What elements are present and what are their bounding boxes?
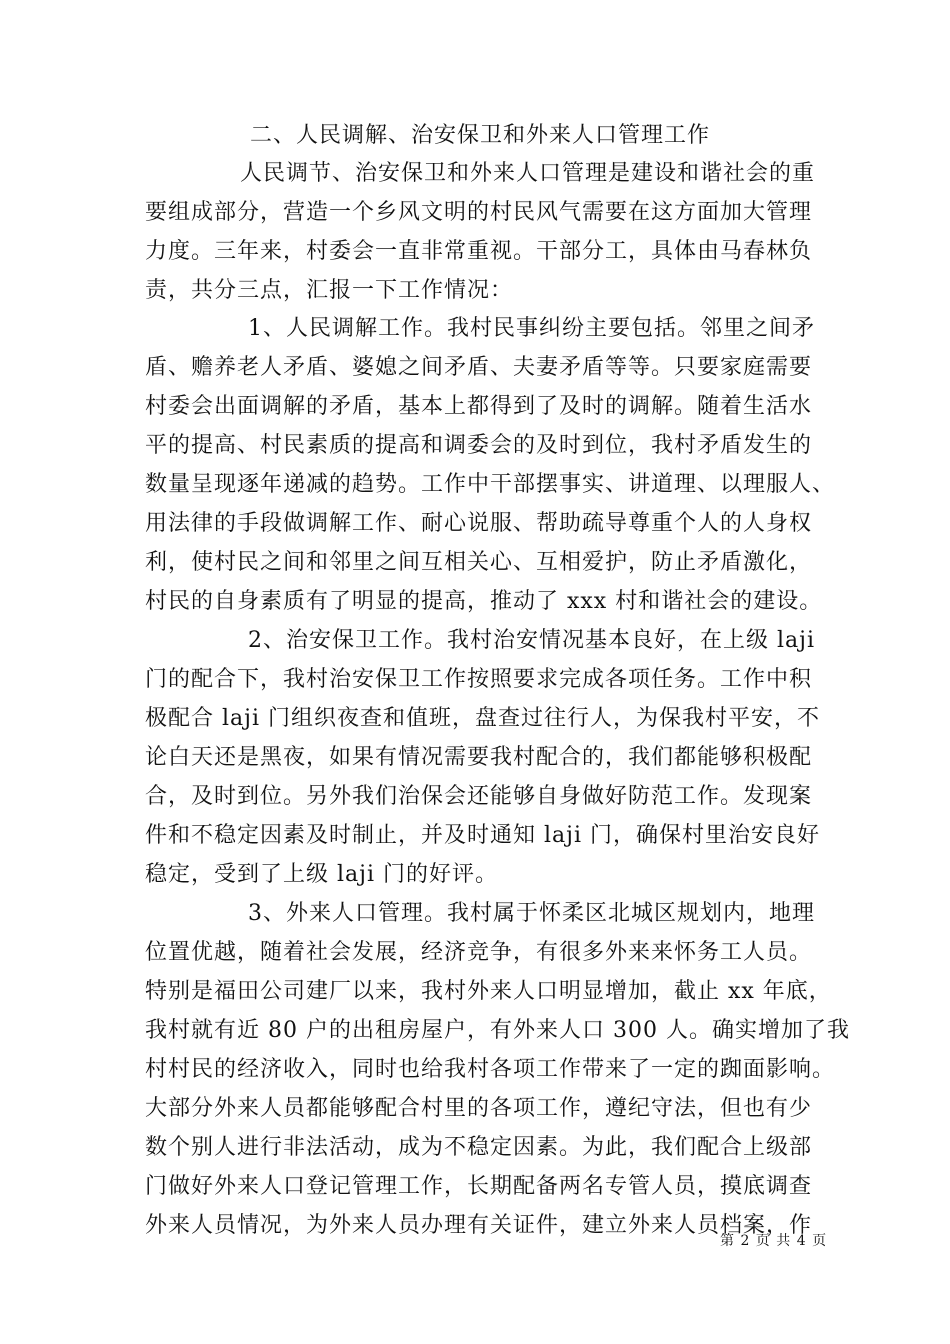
section2-line: 件和不稳定因素及时制止，并及时通知 laji 门，确保村里治安良好 xyxy=(145,823,820,848)
section3-line: 特别是福田公司建厂以来，我村外来人口明显增加，截止 xx 年底， xyxy=(145,979,832,1004)
section3-line: 3、外来人口管理。我村属于怀柔区北城区规划内，地理 xyxy=(248,901,815,926)
section1-line: 村委会出面调解的矛盾，基本上都得到了及时的调解。随着生活水 xyxy=(145,394,813,419)
page-number-footer: 第 2 页 共 4 页 xyxy=(720,1233,828,1249)
section1-line: 利，使村民之间和邻里之间互相关心、互相爱护，防止矛盾激化， xyxy=(145,550,813,575)
section1-line: 盾、赡养老人矛盾、婆媳之间矛盾、夫妻矛盾等等。只要家庭需要 xyxy=(145,355,813,380)
intro-line: 力度。三年来，村委会一直非常重视。干部分工，具体由马春林负 xyxy=(145,239,813,264)
section2-line: 稳定，受到了上级 laji 门的好评。 xyxy=(145,862,498,887)
section3-line: 位置优越，随着社会发展，经济竞争，有很多外来来怀务工人员。 xyxy=(145,940,813,965)
section1-line: 用法律的手段做调解工作、耐心说服、帮助疏导尊重个人的人身权 xyxy=(145,511,813,536)
section1-line: 1、人民调解工作。我村民事纠纷主要包括。邻里之间矛 xyxy=(248,316,815,341)
section2-line: 极配合 laji 门组织夜查和值班，盘查过往行人，为保我村平安，不 xyxy=(145,706,820,731)
intro-line: 要组成部分，营造一个乡风文明的村民风气需要在这方面加大管理 xyxy=(145,200,813,225)
intro-line: 人民调节、治安保卫和外来人口管理是建设和谐社会的重 xyxy=(240,161,816,186)
section3-line: 我村就有近 80 户的出租房屋户，有外来人口 300 人。确实增加了我 xyxy=(145,1018,850,1043)
section1-line: 数量呈现逐年递减的趋势。工作中干部摆事实、讲道理、以理服人、 xyxy=(145,472,836,497)
section2-line: 论白天还是黑夜，如果有情况需要我村配合的，我们都能够积极配 xyxy=(145,745,813,770)
section1-line: 平的提高、村民素质的提高和调委会的及时到位，我村矛盾发生的 xyxy=(145,433,813,458)
section2-line: 2、治安保卫工作。我村治安情况基本良好，在上级 laji xyxy=(248,628,816,653)
section3-line: 大部分外来人员都能够配合村里的各项工作，遵纪守法，但也有少 xyxy=(145,1096,813,1121)
section1-line: 村民的自身素质有了明显的提高，推动了 xxx 村和谐社会的建设。 xyxy=(145,589,823,614)
section3-line: 村村民的经济收入，同时也给我村各项工作带来了一定的踟面影响。 xyxy=(145,1057,836,1082)
section3-line: 数个别人进行非法活动，成为不稳定因素。为此，我们配合上级部 xyxy=(145,1135,813,1160)
intro-line: 责，共分三点，汇报一下工作情况： xyxy=(145,278,514,303)
section2-line: 合，及时到位。另外我们治保会还能够自身做好防范工作。发现案 xyxy=(145,784,813,809)
section2-line: 门的配合下，我村治安保卫工作按照要求完成各项任务。工作中积 xyxy=(145,667,813,692)
section-heading: 二、人民调解、治安保卫和外来人口管理工作 xyxy=(250,123,711,148)
section3-line: 门做好外来人口登记管理工作，长期配备两名专管人员，摸底调查 xyxy=(145,1174,813,1199)
section3-line: 外来人员情况，为外来人员办理有关证件，建立外来人员档案，作 xyxy=(145,1213,813,1238)
